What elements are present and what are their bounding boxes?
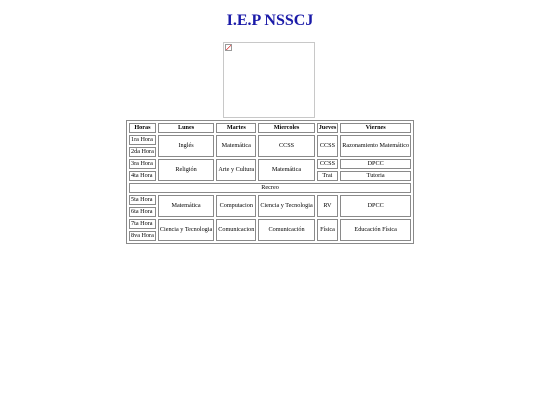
cell-miercoles: Ciencia y Tecnologia [258,195,314,217]
hour-cell: 5ta Hora [129,195,156,205]
cell-jueves: CCSS [317,159,339,169]
schedule-table [126,120,414,244]
header-viernes: Viernes [340,123,411,133]
table-row [129,135,411,145]
hour-cell: 2da Hora [131,148,154,155]
hour-cell: 8va Hora [131,232,154,239]
cell-viernes: Educación Física [340,219,411,241]
cell-jueves: Trai [317,171,339,181]
hour-cell: 4ta Hora [129,171,156,181]
cell-viernes: Razonamiento Matemático [340,135,411,157]
cell-viernes: DPCC [340,159,411,169]
hour-cell: 1ra Hora [129,135,156,145]
cell-martes: Matemática [216,135,256,157]
recess-cell: Recreo [129,183,411,193]
cell-lunes: Matemática [158,195,214,217]
header-horas: Horas [129,123,156,133]
cell-lunes: Inglés [158,135,214,157]
broken-image [223,42,315,118]
table-row [129,159,411,169]
cell-miercoles: Matemática [258,159,314,181]
cell-jueves: CCSS [317,135,339,157]
cell-miercoles: CCSS [258,135,314,157]
cell-lunes: Religión [158,159,214,181]
cell-martes: Computacion [216,195,256,217]
header-jueves: Jueves [318,124,337,131]
cell-jueves: RV [317,195,339,217]
cell-martes: Comunicacion [216,219,256,241]
table-row [129,219,411,229]
cell-jueves: Física [317,219,339,241]
cell-lunes: Ciencia y Tecnologia [158,219,214,241]
hour-cell: 6ta Hora [129,207,156,217]
hour-cell: 3ra Hora [129,159,156,169]
cell-miercoles: Comunicación [258,219,314,241]
header-lunes: Lunes [158,123,214,133]
hour-cell: 7ta Hora [129,219,156,229]
recess-row [129,183,411,193]
page-title: I.E.P NSSCJ [226,12,314,29]
cell-viernes: DPCC [340,195,411,217]
cell-viernes: Tutoria [340,171,411,181]
broken-image-icon [225,44,232,51]
table-row [129,195,411,205]
cell-martes: Arte y Cultura [216,159,256,181]
header-row [129,123,411,133]
header-martes: Martes [216,123,256,133]
header-miercoles: Miercoles [258,123,314,133]
